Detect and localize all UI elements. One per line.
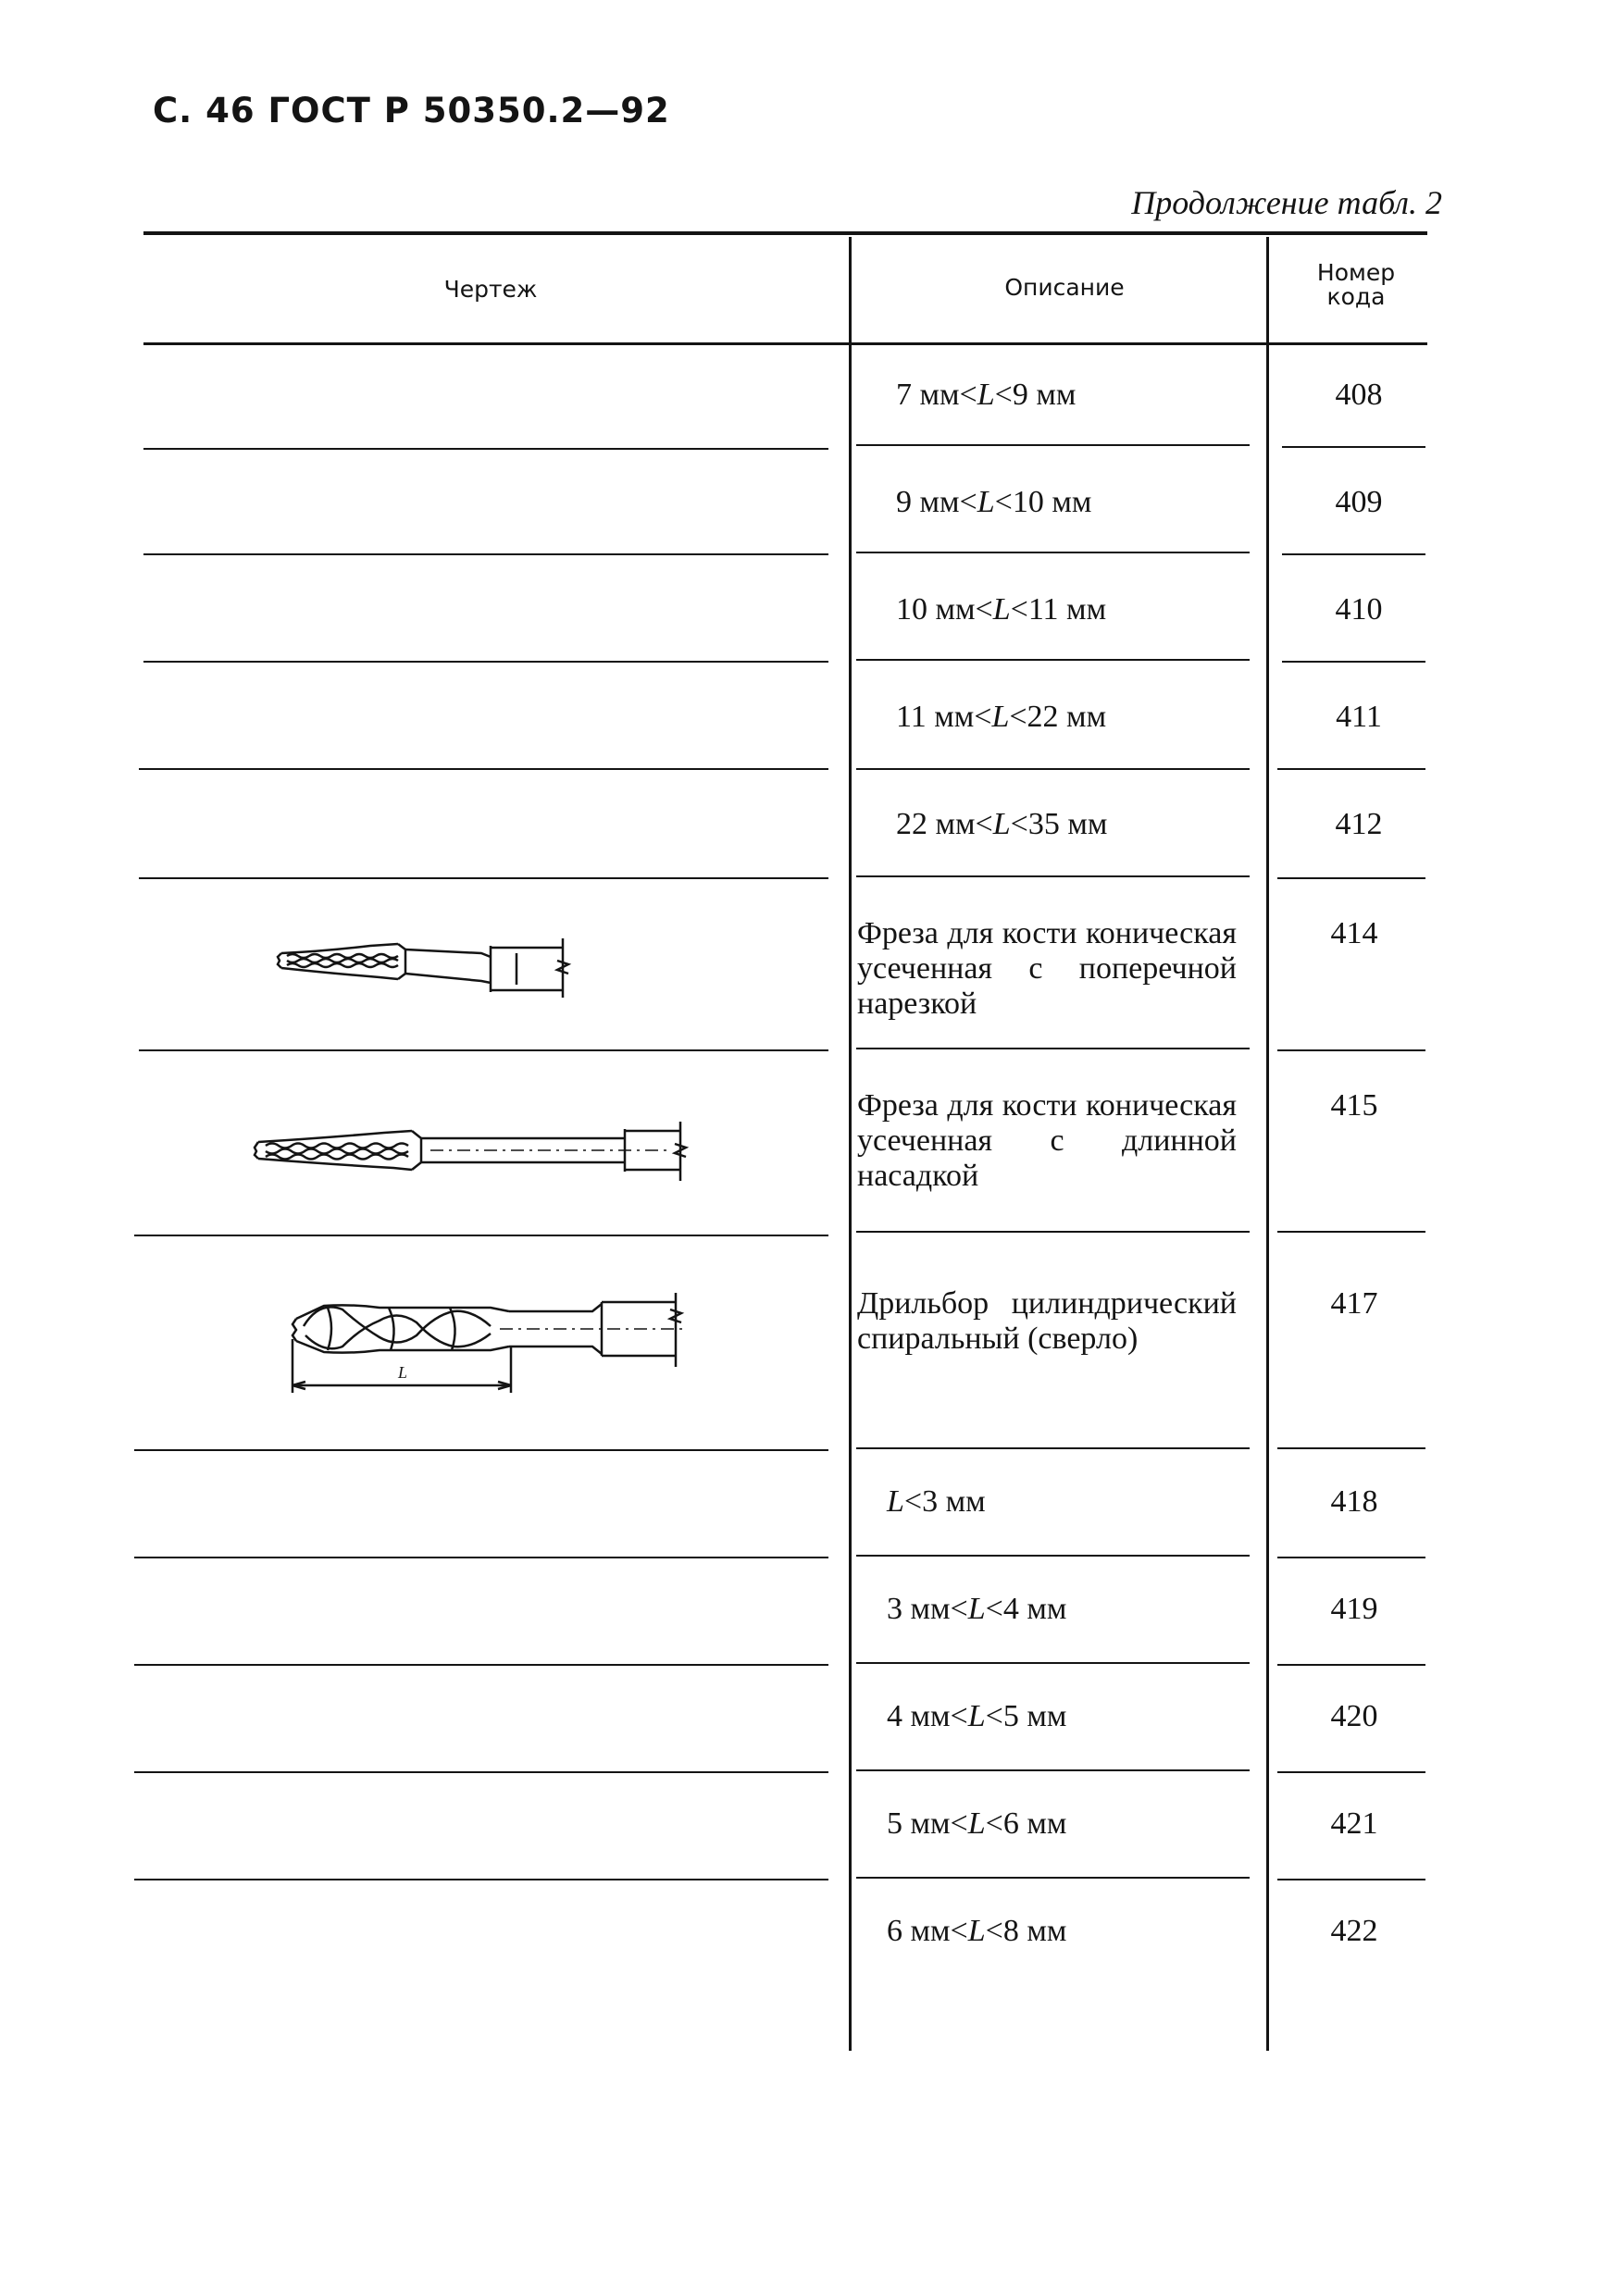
- code-header-line1: Номер: [1316, 259, 1396, 286]
- row-separator: [143, 553, 828, 555]
- table-top-rule: [143, 231, 1427, 235]
- row-description: 11 мм<L<22 мм: [896, 700, 1107, 734]
- row-separator: [856, 1447, 1250, 1449]
- row-description: 3 мм<L<4 мм: [887, 1592, 1067, 1626]
- row-code: 421: [1330, 1806, 1378, 1841]
- row-code: 410: [1335, 592, 1383, 627]
- row-separator: [1282, 446, 1425, 448]
- row-separator: [856, 1877, 1250, 1879]
- row-separator: [856, 1231, 1250, 1233]
- page-header: С. 46 ГОСТ Р 50350.2—92: [153, 91, 670, 130]
- row-code: 419: [1330, 1592, 1378, 1626]
- row-description: 5 мм<L<6 мм: [887, 1806, 1067, 1841]
- row-separator: [143, 661, 828, 663]
- row-separator: [134, 1557, 828, 1558]
- row-code: 418: [1330, 1484, 1378, 1519]
- row-separator: [856, 1048, 1250, 1049]
- spiral-drill-drawing: [268, 1282, 713, 1421]
- row-separator: [856, 552, 1250, 553]
- row-separator: [139, 768, 828, 770]
- row-separator: [143, 448, 828, 450]
- conical-burr-cross-cut-drawing: [268, 925, 685, 1009]
- row-separator: [1277, 1771, 1425, 1773]
- row-description: 10 мм<L<11 мм: [896, 592, 1107, 627]
- row-separator: [856, 1662, 1250, 1664]
- row-description: Фреза для кости коническая усеченная с длинной насадкой: [857, 1088, 1237, 1193]
- row-separator: [1277, 1664, 1425, 1666]
- row-description: 7 мм<L<9 мм: [896, 378, 1077, 412]
- row-code: 415: [1330, 1088, 1378, 1123]
- row-separator: [1277, 1557, 1425, 1558]
- row-separator: [1277, 1879, 1425, 1880]
- row-description: 22 мм<L<35 мм: [896, 807, 1108, 841]
- table-continuation-label: Продолжение табл. 2: [1131, 184, 1442, 221]
- row-separator: [1277, 1447, 1425, 1449]
- row-description: 9 мм<L<10 мм: [896, 485, 1092, 519]
- row-code: 422: [1330, 1914, 1378, 1948]
- drawing-column-header: Чертеж: [443, 276, 538, 303]
- row-description: 4 мм<L<5 мм: [887, 1699, 1067, 1733]
- row-description: 6 мм<L<8 мм: [887, 1914, 1067, 1948]
- row-separator: [134, 1664, 828, 1666]
- row-code: 417: [1330, 1286, 1378, 1321]
- row-separator: [856, 1769, 1250, 1771]
- column-divider-code: [1266, 237, 1269, 2051]
- row-code: 409: [1335, 485, 1383, 519]
- row-separator: [856, 659, 1250, 661]
- row-separator: [856, 875, 1250, 877]
- code-header-line2: кода: [1326, 283, 1386, 310]
- row-separator: [1282, 553, 1425, 555]
- row-separator: [134, 1235, 828, 1236]
- row-separator: [856, 1555, 1250, 1557]
- row-code: 420: [1330, 1699, 1378, 1733]
- drill-length-label: L: [398, 1363, 408, 1382]
- row-separator: [1277, 877, 1425, 879]
- description-column-header: Описание: [1004, 274, 1125, 301]
- header-bottom-rule: [143, 342, 1427, 345]
- row-separator: [1282, 661, 1425, 663]
- row-separator: [139, 1049, 828, 1051]
- row-description: Дрильбор цилиндрический спиральный (сверло): [857, 1286, 1237, 1356]
- column-divider-drawing: [849, 237, 852, 2051]
- code-column-header: [1282, 261, 1430, 309]
- row-separator: [1277, 768, 1425, 770]
- row-separator: [1277, 1231, 1425, 1233]
- row-separator: [134, 1449, 828, 1451]
- row-description: Фреза для кости коническая усеченная с поперечной нарезкой: [857, 916, 1237, 1021]
- row-code: 414: [1330, 916, 1378, 950]
- row-code: 408: [1335, 378, 1383, 412]
- row-code: 412: [1335, 807, 1383, 841]
- row-code: 411: [1336, 700, 1382, 734]
- row-separator: [139, 877, 828, 879]
- row-separator: [1277, 1049, 1425, 1051]
- row-separator: [134, 1771, 828, 1773]
- conical-burr-long-shank-drawing: [245, 1111, 708, 1194]
- row-description: L<3 мм: [887, 1484, 986, 1519]
- row-separator: [856, 768, 1250, 770]
- row-separator: [856, 444, 1250, 446]
- row-separator: [134, 1879, 828, 1880]
